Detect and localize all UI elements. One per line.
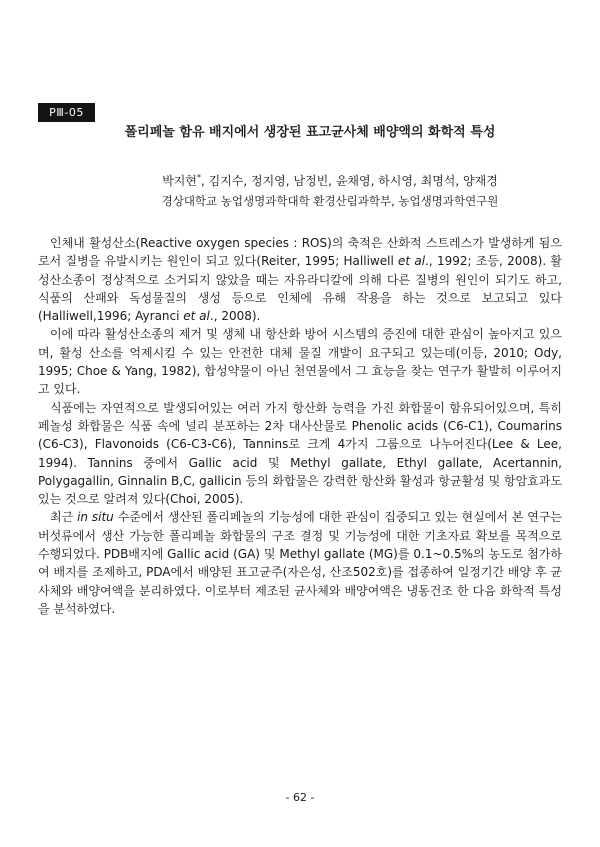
paragraph-4-italic-1: in situ: [77, 510, 114, 525]
paragraph-4-part-b: 수준에서 생산된 폴리페놀의 기능성에 대한 관심이 집중되고 있는 현실에서 본 연구는 버섯류에서 생산 가능한 폴리페놀 화합물의 구조 결정 및 기능성에 대한 기초자료 확보를 목적으로 수행되었다. PDB배지에 Gallic acid (GA) 및 Methyl gallate (MG)를 0.1~0.5%의 농도로 첨가하여 배지를 조제하고, PDA에서 배양된 표고균주(자은성, 산조502호)를 접종하여 일정기간 배양 후 균사체와 배양여액을 분리하였다. 이로부터 제조된 균사체와 배양여액은 냉동건조 한 다음 화학적 특성을 분석하였다.: [38, 510, 563, 616]
page-number: - 62 -: [285, 791, 315, 804]
paragraph-4: [38, 508, 562, 618]
corresponding-mark: *: [196, 173, 201, 182]
paragraph-3: 식품에는 자연적으로 발생되어있는 여러 가지 항산화 능력을 가진 화합물이 함유되어있으며, 특히 페놀성 화합물은 식품 속에 널리 분포하는 2차 대사산물로 Phenolic acids (C6-C1), Coumarins (C6-C3), Flavonoids (C6-C3-C6), Tannins로 크게 4가지 그룹으로 나누어진다(Lee & Lee, 1994). Tannins 중에서 Gallic acid 및 Methyl gallate, Ethyl gallate, Acertannin, Polygagallin, Ginnalin B,C, gallicin 등의 화합물은 강력한 항산화 활성과 항균활성 및 항암효과도 있는 것으로 알려져 있다(Choi, 2005).: [38, 400, 562, 507]
paragraph-1-part-c: ., 2008).: [209, 309, 261, 324]
author-list: [150, 173, 510, 189]
paragraph-1-italic-2: et al: [183, 309, 210, 324]
first-author: 박지현: [162, 174, 197, 188]
paragraph-4-part-a: 최근: [50, 510, 78, 525]
paragraph-1-part-b: ., 1992; 조등, 2008). 활성산소종이 정상적으로 소거되지 않았을 때는 자유라디칼에 의해 다른 질병의 원인이 되기도 하고, 식품의 산패와 독성물질의 생성 등으로 인체에 유해 작용을 하는 것으로 보고되고 있다(Halliwell,1996; Ayranci: [38, 254, 562, 324]
paragraph-1-part-a: 인체내 활성산소(Reactive oxygen species : ROS)의 축적은 산화적 스트레스가 발생하게 됨으로서 질병을 유발시키는 원인이 되고 있다(Reiter, 1995; Halliwell: [38, 236, 562, 269]
paragraph-1-italic-1: et al: [398, 254, 426, 269]
paragraph-2: 이에 따라 활성산소종의 제거 및 생체 내 항산화 방어 시스템의 증진에 대한 관심이 높아지고 있으며, 활성 산소를 억제시킬 수 있는 안전한 대체 물질 개발이 요구되고 있는데(이등, 2010; Ody, 1995; Choe & Yang, 1982), 합성약물이 아닌 천연물에서 그 효능을 찾는 연구가 활발히 이루어지고 있다.: [38, 327, 562, 397]
session-badge: PⅢ-05: [38, 103, 95, 122]
abstract-body: [38, 234, 562, 618]
affiliation: 경상대학교 농업생명과학대학 환경산림과학부, 농업생명과학연구원: [161, 194, 499, 208]
paragraph-1: [38, 234, 562, 325]
co-authors: , 김지수, 정지영, 남정빈, 윤채영, 하시영, 최명석, 양재경: [200, 174, 498, 188]
paper-title: 폴리페놀 함유 배지에서 생장된 표고균사체 배양액의 화학적 특성: [124, 125, 496, 140]
